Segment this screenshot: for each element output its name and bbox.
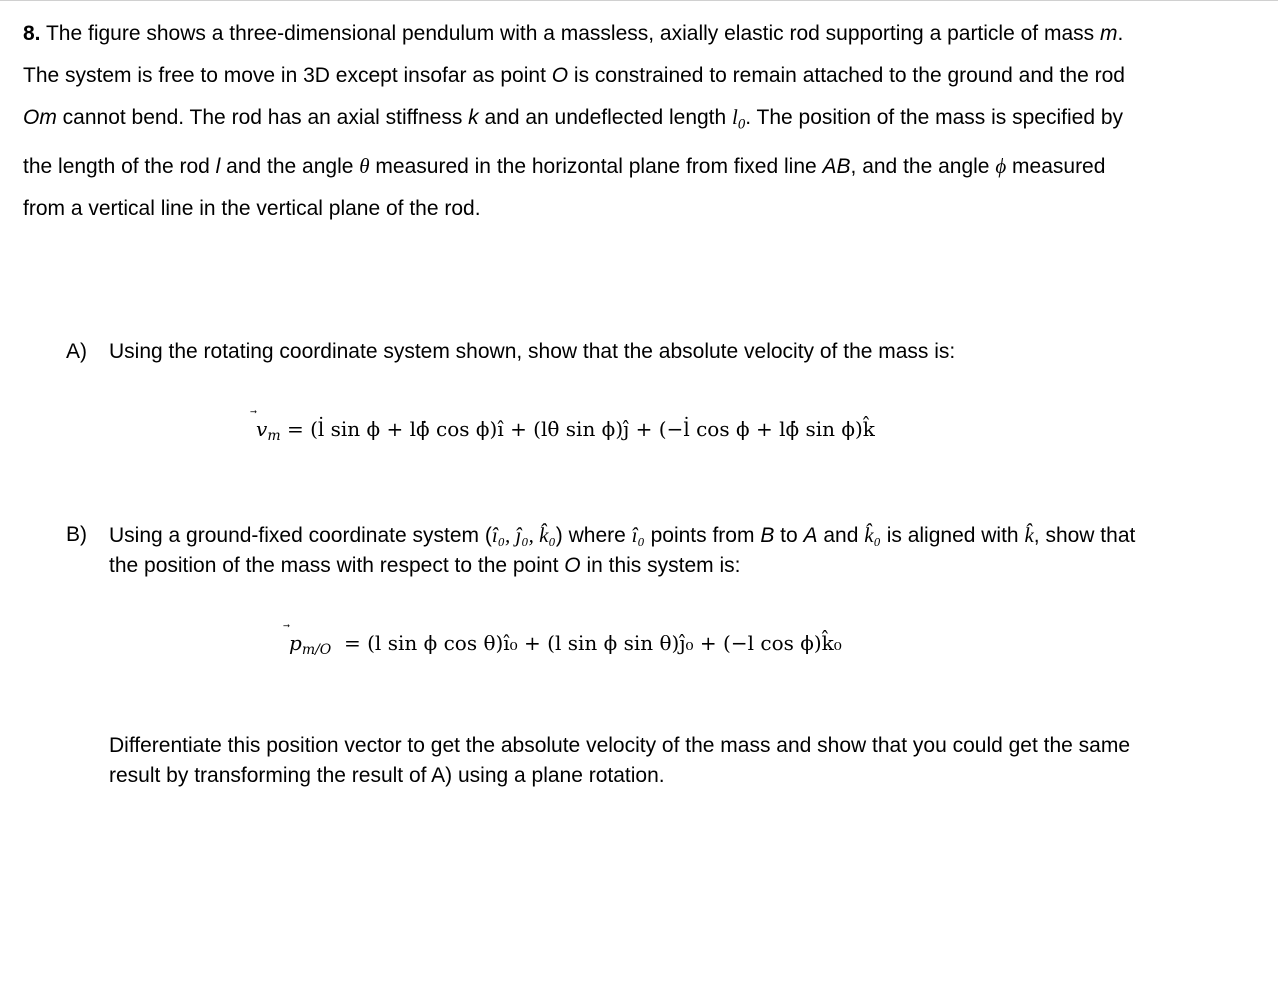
position-equation-rhs: = (l sin ϕ cos θ)î₀ + (l sin ϕ sin θ)ĵ₀ + (−l cos ϕ)k̂₀ bbox=[344, 631, 842, 655]
intro-text: . The position of the mass is specified by the length of the rod bbox=[23, 105, 1124, 178]
phi-symbol: ϕ bbox=[995, 153, 1007, 178]
rod-symbol: Om bbox=[23, 105, 57, 129]
length-symbol: l bbox=[215, 154, 221, 178]
part-a-label: A) bbox=[66, 340, 87, 363]
top-divider bbox=[0, 0, 1278, 1]
part-a bbox=[66, 337, 1166, 367]
part-b-label: B) bbox=[66, 523, 87, 546]
intro-text: cannot bend. The rod has an axial stiffness bbox=[56, 105, 469, 129]
problem-statement bbox=[23, 13, 1143, 229]
line-ab-symbol: AB bbox=[822, 154, 851, 178]
velocity-equation-rhs: = (l̇ sin ϕ + lϕ̇ cos ϕ)î + (lθ̇ sin ϕ)ĵ + (−l̇ cos ϕ + lϕ̇ sin ϕ)k̂ bbox=[286, 417, 875, 441]
intro-text: measured from a vertical line in the vertical plane of the rod. bbox=[23, 154, 1106, 220]
intro-text: is constrained to remain attached to the ground and the rod bbox=[568, 63, 1125, 87]
position-equation bbox=[289, 631, 842, 658]
part-b bbox=[66, 520, 1166, 580]
intro-text: and an undeflected length bbox=[478, 105, 733, 129]
undeflected-length-symbol: $l_0$ bbox=[732, 104, 746, 132]
theta-symbol: θ bbox=[359, 153, 370, 178]
intro-text: , and the angle bbox=[850, 154, 996, 178]
velocity-vector: $v_m$ bbox=[256, 417, 281, 445]
part-b-text: Using a ground-fixed coordinate system (î₀, ĵ₀, k̂₀) where î₀ points from B to A and k̂₀ is aligned with k̂, show that the position of the mass with respect to the point O in this system is: bbox=[109, 523, 1136, 577]
velocity-equation bbox=[256, 417, 875, 444]
point-o-symbol: O bbox=[551, 63, 569, 87]
differentiate-instruction: Differentiate this position vector to get the absolute velocity of the mass and show that you could get the same result by transforming the result of A) using a plane rotation. bbox=[109, 734, 1131, 787]
intro-text: The figure shows a three-dimensional pendulum with a massless, axially elastic rod supporting a particle of mass bbox=[40, 22, 1100, 45]
intro-text: . The system is free to move in 3D except insofar as point bbox=[23, 22, 1124, 87]
position-vector: $p_{m/O}$ bbox=[289, 631, 332, 659]
intro-text: and the angle bbox=[220, 154, 360, 178]
part-a-text: Using the rotating coordinate system shown, show that the absolute velocity of the mass is: bbox=[109, 340, 956, 363]
intro-text: measured in the horizontal plane from fixed line bbox=[369, 154, 823, 178]
stiffness-symbol: k bbox=[468, 105, 479, 129]
mass-symbol: m bbox=[1099, 22, 1118, 45]
problem-number: 8. bbox=[23, 22, 41, 45]
